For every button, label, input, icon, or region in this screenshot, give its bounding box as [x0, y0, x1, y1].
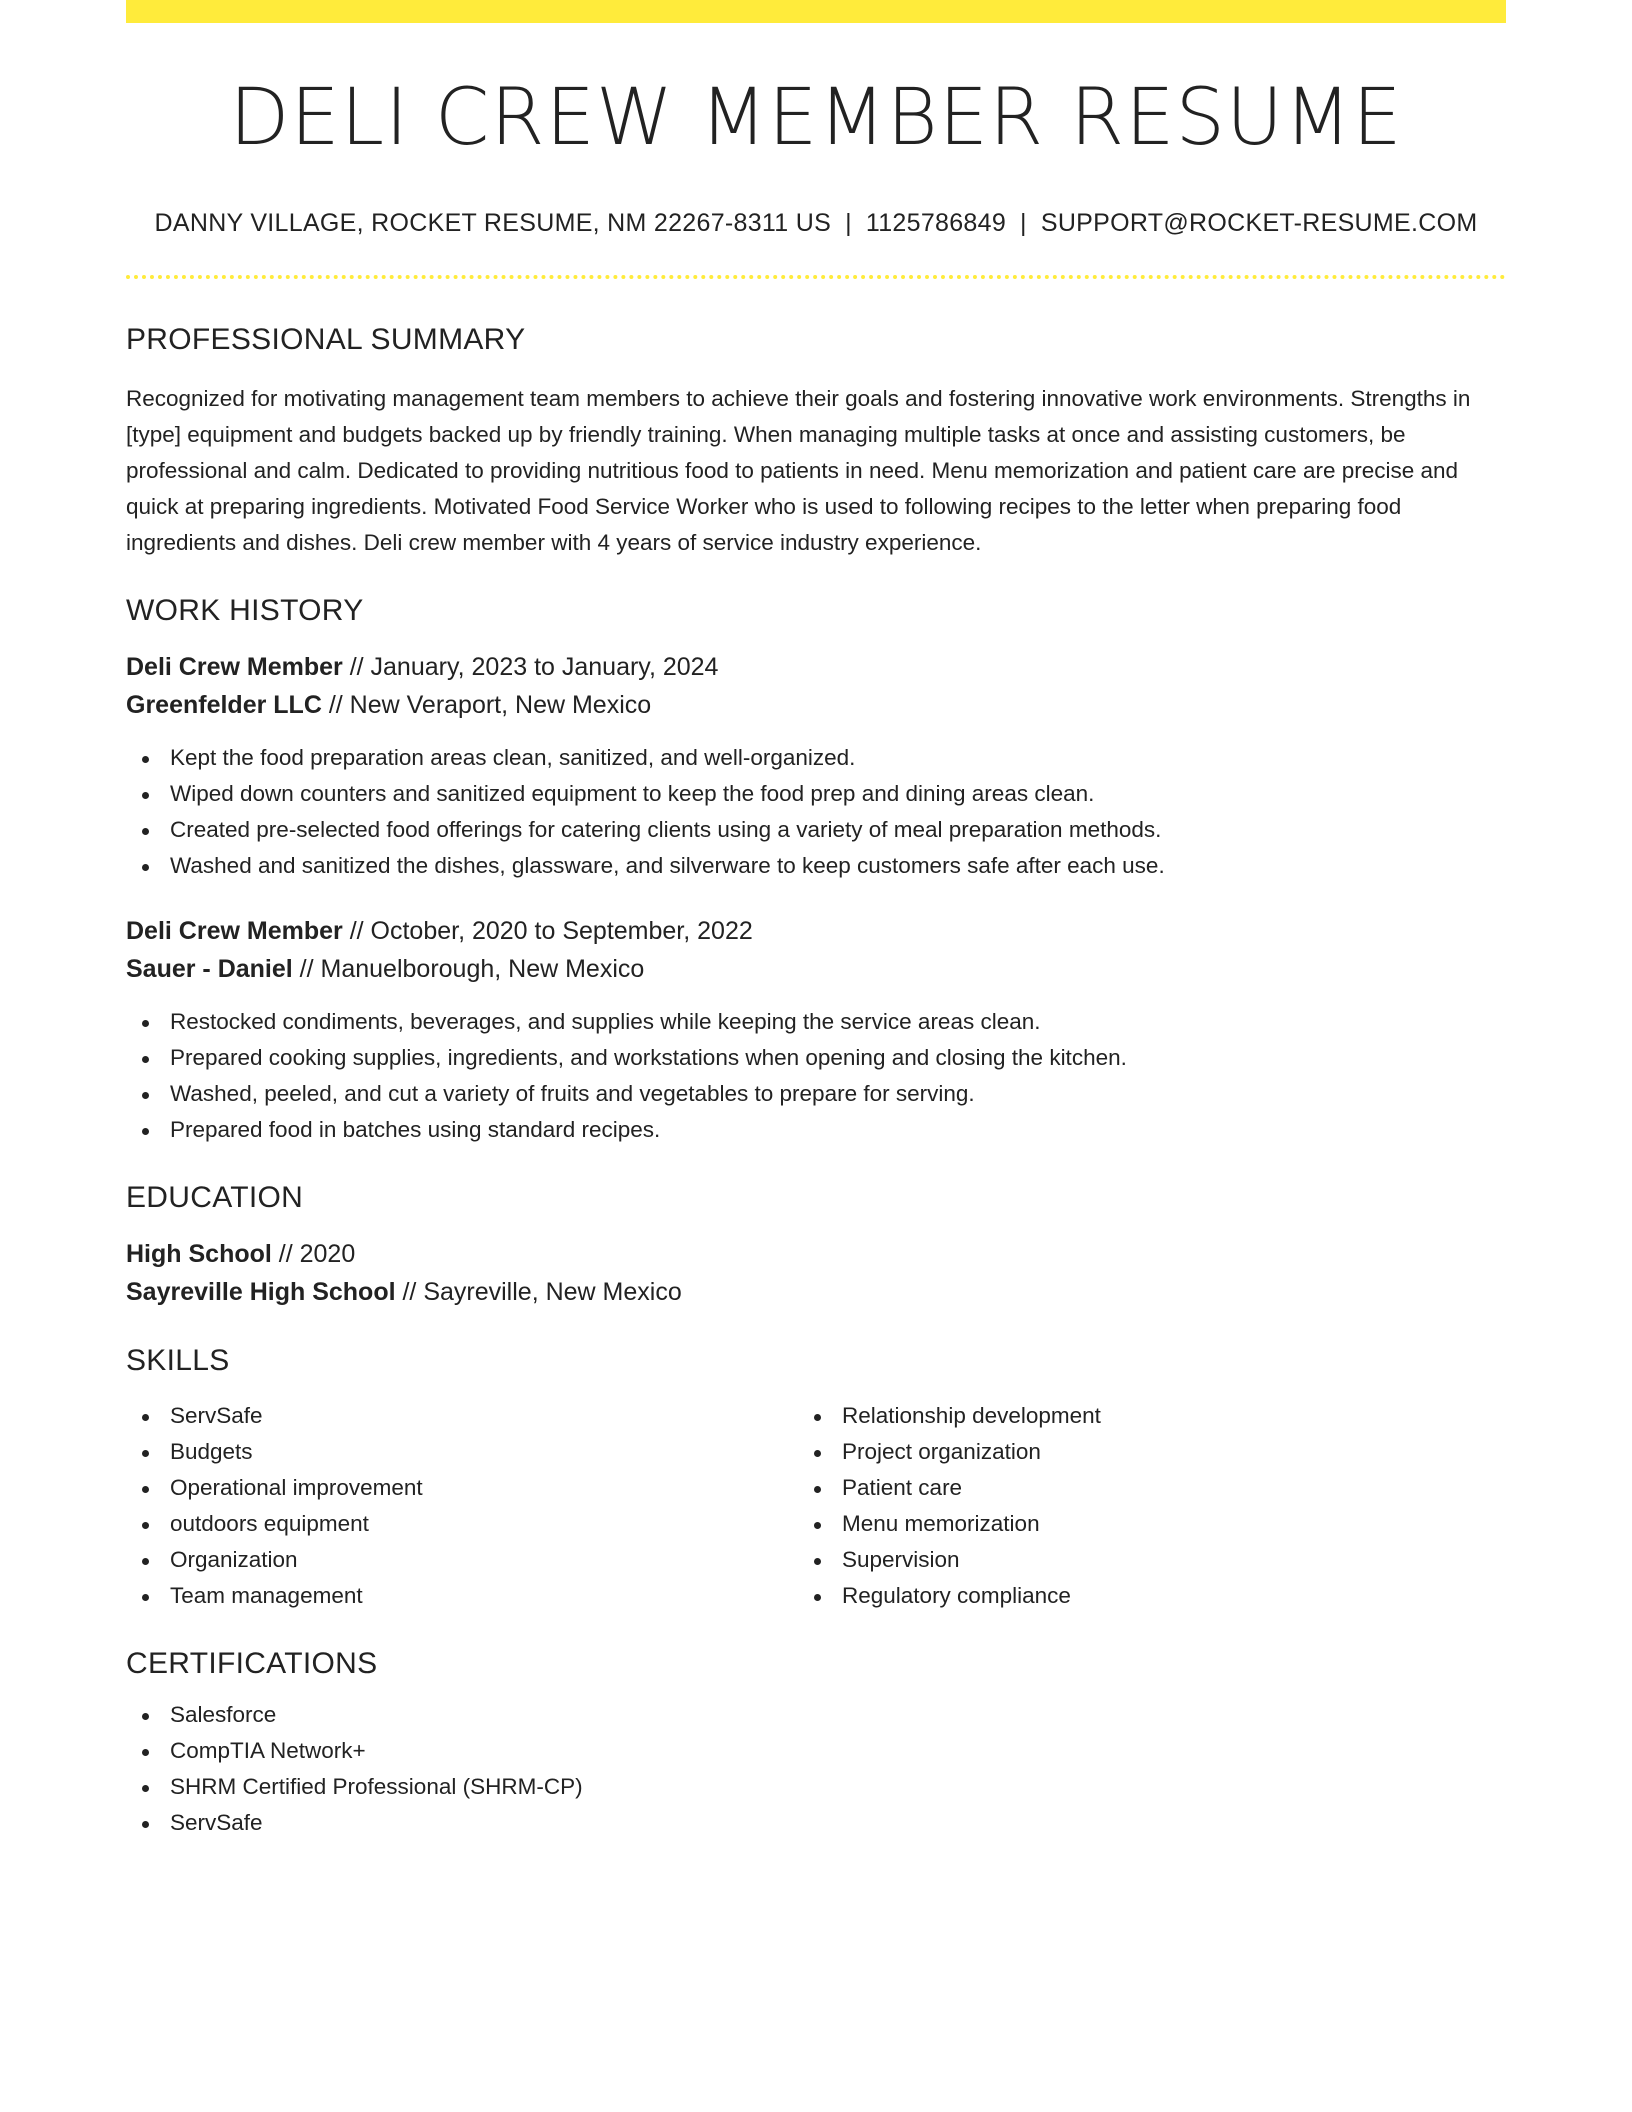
education-year: // 2020	[271, 1240, 356, 1268]
list-item: Restocked condiments, beverages, and supplies while keeping the service areas clean.	[126, 1004, 1506, 1040]
list-item: Created pre-selected food offerings for catering clients using a variety of meal preparation methods.	[126, 812, 1506, 848]
job-title-line	[126, 648, 1506, 686]
list-item: SHRM Certified Professional (SHRM-CP)	[126, 1769, 1506, 1805]
contact-line	[126, 209, 1506, 238]
education-school-line	[126, 1273, 1506, 1311]
summary-text: Recognized for motivating management team members to achieve their goals and fostering innovative work environments. Strengths in [type] equipment and budgets backed up by friendly training. When managing multiple tasks at once and assisting customers, be professional and calm. Dedicated to providing nutritious food to patients in need. Menu memorization and patient care are precise and quick at preparing ingredients. Motivated Food Service Worker who is used to following recipes to the letter when preparing food ingredients and dishes. Deli crew member with 4 years of service industry experience.	[126, 386, 1471, 555]
dotted-divider	[126, 275, 1506, 279]
skills-list-left	[126, 1398, 798, 1614]
contact-phone: 1125786849	[865, 209, 1007, 237]
education-degree-line	[126, 1235, 1506, 1273]
education-entry	[126, 1235, 1506, 1311]
list-item: Prepared cooking supplies, ingredients, and workstations when opening and closing the kitchen.	[126, 1040, 1506, 1076]
skills-heading: SKILLS	[126, 1344, 230, 1377]
skills-list-right	[798, 1398, 1470, 1614]
list-item: Prepared food in batches using standard recipes.	[126, 1112, 1506, 1148]
resume-title: DELI CREW MEMBER RESUME	[229, 73, 1403, 163]
list-item: CompTIA Network+	[126, 1733, 1506, 1769]
list-item: ServSafe	[126, 1805, 1506, 1841]
job-title-line	[126, 912, 1506, 950]
education-school: Sayreville High School	[126, 1278, 396, 1306]
job-company: Greenfelder LLC	[126, 691, 322, 719]
job-dates: // January, 2023 to January, 2024	[342, 653, 719, 681]
job-duties-list	[126, 740, 1506, 884]
education-heading: EDUCATION	[126, 1181, 304, 1214]
list-item: Budgets	[126, 1434, 798, 1470]
list-item: Project organization	[798, 1434, 1470, 1470]
job-entry	[126, 648, 1506, 884]
list-item: Menu memorization	[798, 1506, 1470, 1542]
contact-email[interactable]: SUPPORT@ROCKET-RESUME.COM	[1040, 209, 1478, 237]
list-item: Regulatory compliance	[798, 1578, 1470, 1614]
list-item: Washed and sanitized the dishes, glassware, and silverware to keep customers safe after each use.	[126, 848, 1506, 884]
contact-separator: |	[1020, 209, 1027, 237]
work-history-heading: WORK HISTORY	[126, 594, 364, 627]
accent-top-bar	[126, 0, 1506, 23]
education-degree: High School	[126, 1240, 272, 1268]
list-item: Kept the food preparation areas clean, sanitized, and well-organized.	[126, 740, 1506, 776]
contact-address: DANNY VILLAGE, ROCKET RESUME, NM 22267-8311 US	[154, 209, 832, 237]
list-item: Team management	[126, 1578, 798, 1614]
job-dates: // October, 2020 to September, 2022	[342, 917, 753, 945]
certifications-list	[126, 1697, 1506, 1841]
list-item: Supervision	[798, 1542, 1470, 1578]
list-item: outdoors equipment	[126, 1506, 798, 1542]
summary-heading: PROFESSIONAL SUMMARY	[126, 323, 526, 356]
certifications-heading: CERTIFICATIONS	[126, 1647, 378, 1680]
list-item: Washed, peeled, and cut a variety of fruits and vegetables to prepare for serving.	[126, 1076, 1506, 1112]
job-title: Deli Crew Member	[126, 653, 343, 681]
job-company: Sauer - Daniel	[126, 955, 293, 983]
list-item: Wiped down counters and sanitized equipment to keep the food prep and dining areas clean.	[126, 776, 1506, 812]
job-location: // Manuelborough, New Mexico	[292, 955, 645, 983]
list-item: ServSafe	[126, 1398, 798, 1434]
job-location: // New Veraport, New Mexico	[321, 691, 652, 719]
list-item: Operational improvement	[126, 1470, 798, 1506]
job-duties-list	[126, 1004, 1506, 1148]
list-item: Organization	[126, 1542, 798, 1578]
contact-separator: |	[845, 209, 852, 237]
job-entry	[126, 912, 1506, 1148]
job-company-line	[126, 686, 1506, 724]
list-item: Patient care	[798, 1470, 1470, 1506]
list-item: Relationship development	[798, 1398, 1470, 1434]
job-title: Deli Crew Member	[126, 917, 343, 945]
job-company-line	[126, 950, 1506, 988]
skills-grid	[126, 1398, 1506, 1614]
education-location: // Sayreville, New Mexico	[395, 1278, 682, 1306]
list-item: Salesforce	[126, 1697, 1506, 1733]
